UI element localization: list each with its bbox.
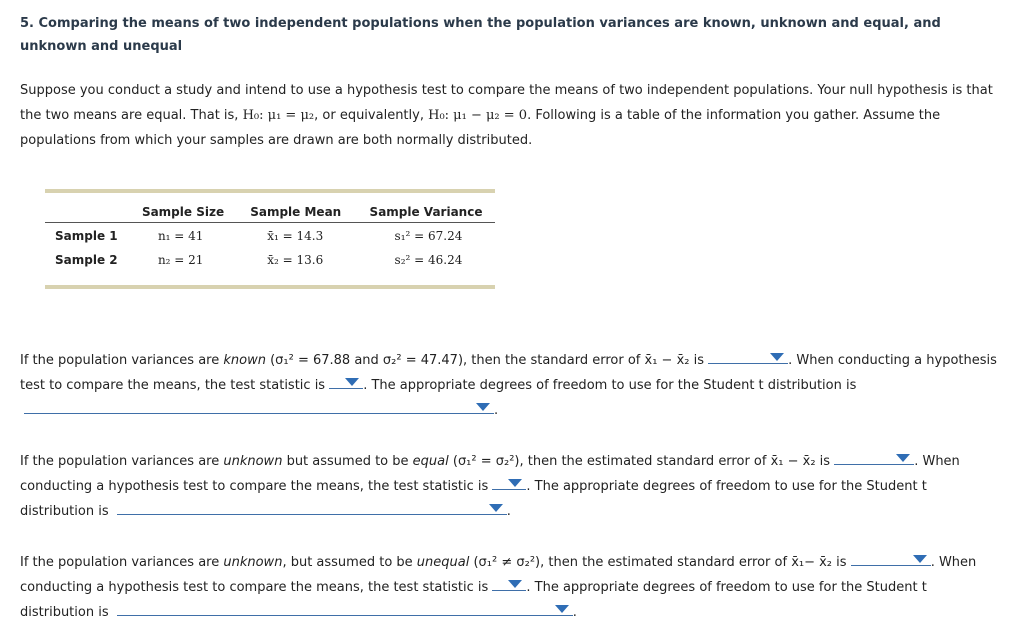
known-text-e: . The appropriate degrees of freedom to use for the Student t distribution is [363, 378, 857, 393]
known-text-f: . [494, 403, 499, 418]
known-standard-error-dropdown[interactable] [708, 349, 788, 364]
row-label: Sample 2 [55, 253, 118, 267]
sample-variance: s₁² = 67.24 [394, 229, 463, 243]
table-header-size: Sample Size [139, 203, 246, 223]
data-table-frame [45, 189, 495, 289]
known-text-d: . When conducting a hypothesis test to compare the means, the test statistic is [20, 353, 997, 393]
known-test-statistic-dropdown[interactable] [329, 374, 363, 389]
equal-text-f: . When conducting a hypothesis test to compare the means, the test statistic is [20, 454, 960, 494]
intro-text-2: , or equivalently, [314, 108, 429, 123]
unequal-text-h: . [572, 605, 577, 620]
chevron-down-icon [345, 378, 359, 386]
chevron-down-icon [770, 353, 784, 361]
data-table [45, 203, 495, 271]
table-row [45, 223, 495, 248]
known-variances-paragraph [20, 348, 1005, 423]
unequal-text-f: . When conducting a hypothesis test to compare the means, the test statistic is [20, 555, 977, 595]
chevron-down-icon [508, 580, 522, 588]
equal-text-a: If the population variances are [20, 454, 224, 469]
known-text-a: If the population variances are [20, 353, 224, 368]
equal-degrees-of-freedom-dropdown[interactable] [117, 500, 507, 515]
unequal-variances-paragraph [20, 550, 1005, 625]
table-header-row [45, 203, 495, 223]
known-emph: known [223, 353, 266, 368]
chevron-down-icon [489, 504, 503, 512]
null-hypothesis-1: H₀: μ₁ = μ₂ [242, 108, 315, 123]
known-text-c: (σ₁² = 67.88 and σ₂² = 47.47), then the standard error of x̄₁ − x̄₂ is [265, 353, 709, 368]
unequal-emph-unknown: unknown [223, 555, 283, 570]
sample-mean: x̄₂ = 13.6 [267, 253, 324, 267]
unequal-text-e: (σ₁² ≠ σ₂²), then the estimated standard error of x̄₁− x̄₂ is [469, 555, 851, 570]
sample-mean: x̄₁ = 14.3 [267, 229, 324, 243]
equal-variances-paragraph [20, 449, 1005, 524]
equal-text-h: . [506, 504, 511, 519]
chevron-down-icon [555, 605, 569, 613]
chevron-down-icon [896, 454, 910, 462]
table-header-blank [45, 203, 139, 223]
intro-text-3: . Following is a table of the information you gather. Assume the populations from which your samples are drawn are both normally distributed. [20, 108, 941, 148]
chevron-down-icon [476, 403, 490, 411]
equal-standard-error-dropdown[interactable] [834, 450, 914, 465]
equal-text-g: . The appropriate degrees of freedom to use for the Student t distribution is [20, 479, 927, 519]
null-hypothesis-2: H₀: μ₁ − μ₂ = 0 [428, 108, 528, 123]
unequal-degrees-of-freedom-dropdown[interactable] [117, 601, 573, 616]
table-header-mean: Sample Mean [246, 203, 363, 223]
unequal-emph-unequal: unequal [416, 555, 470, 570]
question-title: 5. Comparing the means of two independent populations when the population variances are known, unknown and equal, and unknown and unequal [20, 16, 941, 54]
equal-text-c: but assumed to be [282, 454, 413, 469]
equal-test-statistic-dropdown[interactable] [492, 475, 526, 490]
intro-paragraph [20, 78, 1005, 153]
row-label: Sample 1 [55, 229, 118, 243]
chevron-down-icon [508, 479, 522, 487]
sample-variance: s₂² = 46.24 [394, 253, 463, 267]
known-degrees-of-freedom-dropdown[interactable] [24, 399, 494, 414]
sample-size: n₂ = 21 [157, 253, 204, 267]
unequal-text-c: , but assumed to be [282, 555, 417, 570]
equal-text-e: (σ₁² = σ₂²), then the estimated standard error of x̄₁ − x̄₂ is [448, 454, 835, 469]
sample-size: n₁ = 41 [157, 229, 204, 243]
unequal-test-statistic-dropdown[interactable] [492, 576, 526, 591]
table-row [45, 247, 495, 271]
unequal-text-g: . The appropriate degrees of freedom to use for the Student t distribution is [20, 580, 927, 620]
intro-text-1: Suppose you conduct a study and intend to use a hypothesis test to compare the means of two independent populations. Your null hypothesis is that the two means are equal. That is, [20, 83, 993, 123]
equal-emph-equal: equal [412, 454, 449, 469]
chevron-down-icon [913, 555, 927, 563]
equal-emph-unknown: unknown [223, 454, 283, 469]
unequal-standard-error-dropdown[interactable] [851, 551, 931, 566]
unequal-text-a: If the population variances are [20, 555, 224, 570]
table-header-variance: Sample Variance [364, 203, 495, 223]
